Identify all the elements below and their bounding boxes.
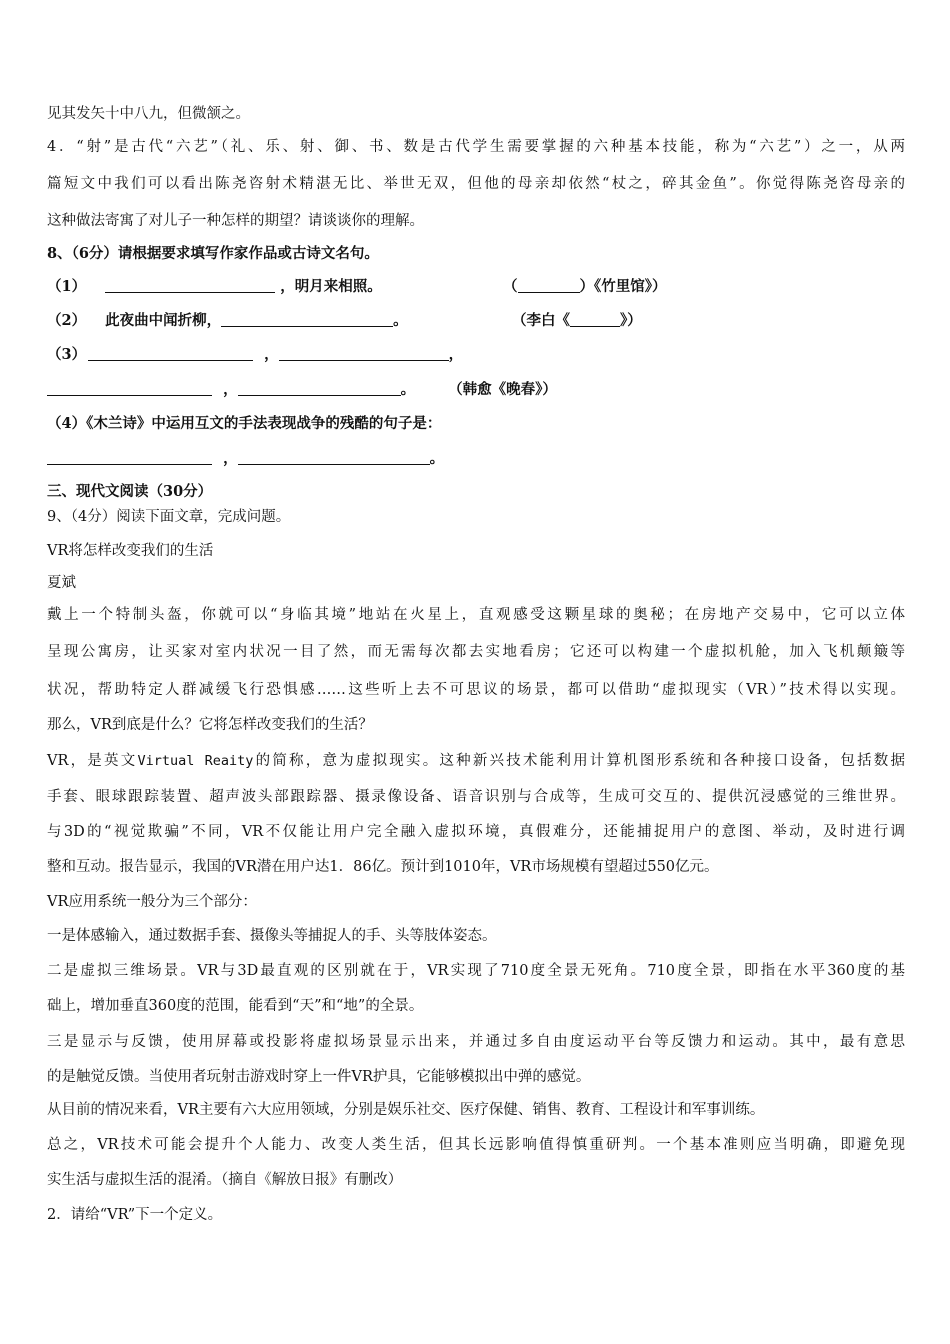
verse-text: 此夜曲中闻折柳， bbox=[105, 312, 222, 329]
answer-blank[interactable] bbox=[105, 278, 275, 293]
article-paragraph-line: 三是显示与反馈，使用屏幕或投影将虚拟场景显示出来，并通过多自由度运动平台等反馈力和运动。其中，最有意思 bbox=[47, 1034, 905, 1050]
article-paragraph-line: VR，是英文Virtual Reaity的简称，意为虚拟现实。这种新兴技术能利用计算机图形系统和各种接口设备，包括数据 bbox=[47, 753, 906, 769]
answer-blank[interactable] bbox=[518, 278, 580, 293]
article-paragraph-line: 一是体感输入，通过数据手套、摄像头等捕捉人的手、头等肢体姿态。 bbox=[47, 928, 497, 944]
section-3-title: 三、现代文阅读（30分） bbox=[47, 483, 213, 500]
question-2: 2．请给“VR”下一个定义。 bbox=[47, 1207, 223, 1223]
article-paragraph-line: 那么，VR到底是什么？它将怎样改变我们的生活？ bbox=[47, 717, 373, 733]
part-number: （1） bbox=[47, 278, 87, 295]
article-paragraph-line: 整和互动。报告显示，我国的VR潜在用户达1．86亿。预计到1010年，VR市场规模有望超过550亿元。 bbox=[47, 859, 719, 875]
article-paragraph-line: 实生活与虚拟生活的混淆。（摘自《解放日报》有删改） bbox=[47, 1172, 403, 1188]
article-paragraph-line: 总之，VR技术可能会提升个人能力、改变人类生活，但其长远影响值得慎重研判。一个基本准则应当明确，即避免现 bbox=[47, 1137, 905, 1153]
question-4-line-2: 篇短文中我们可以看出陈尧咨射术精湛无比、举世无双，但他的母亲却依然“杖之，碎其金鱼”。你觉得陈尧咨母亲的 bbox=[47, 176, 905, 192]
article-author: 夏斌 bbox=[47, 575, 76, 591]
article-paragraph-line: 与3D的“视觉欺骗”不同，VR不仅能让用户完全融入虚拟环境，真假难分，还能捕捉用户的意图、举动，及时进行调 bbox=[47, 824, 905, 840]
answer-blank[interactable] bbox=[47, 450, 212, 465]
article-paragraph-line: 呈现公寓房，让买家对室内状况一目了然，而无需每次都去实地看房；它还可以构建一个虚拟机舱，加入飞机颠簸等 bbox=[47, 644, 905, 660]
question-4-line-1: 4．“射”是古代“六艺”（礼、乐、射、御、书、数是古代学生需要掌握的六种基本技能，称为“六艺”）之一，从两 bbox=[47, 139, 905, 155]
question-8-header: 8、（6分）请根据要求填写作家作品或古诗文名句。 bbox=[47, 245, 379, 262]
question-8-part-3-line-2: ， 。 （韩愈《晚春》） bbox=[47, 380, 557, 400]
article-paragraph-line: 二是虚拟三维场景。VR与3D最直观的区别就在于，VR实现了710度全景无死角。710度全景，即指在水平360度的基 bbox=[47, 963, 905, 979]
part-number: （3） bbox=[47, 346, 87, 363]
part-number: （2） bbox=[47, 312, 87, 329]
article-paragraph-line: 础上，增加垂直360度的范围，能看到“天”和“地”的全景。 bbox=[47, 998, 424, 1014]
question-8-part-3-line-1: （3） ， ， bbox=[47, 346, 464, 363]
text-line: 见其发矢十中八九，但微颔之。 bbox=[47, 106, 250, 122]
source-text: （韩愈《晚春》） bbox=[448, 381, 557, 398]
question-8-part-1-source: （ ）《竹里馆》） bbox=[503, 278, 667, 295]
question-4-line-3: 这种做法寄寓了对儿子一种怎样的期望？请谈谈你的理解。 bbox=[47, 213, 424, 229]
answer-blank[interactable] bbox=[279, 346, 449, 361]
article-paragraph-line: 戴上一个特制头盔，你就可以“身临其境”地站在火星上，直观感受这颗星球的奥秘；在房地产交易中，它可以立体 bbox=[47, 607, 905, 623]
article-paragraph-line: 状况，帮助特定人群减缓飞行恐惧感……这些听上去不可思议的场景，都可以借助“虚拟现实（VR）”技术得以实现。 bbox=[47, 682, 905, 698]
question-8-part-2-source: （李白《 》） bbox=[512, 312, 642, 329]
question-8-part-4-answer: ， 。 bbox=[47, 449, 444, 469]
answer-blank[interactable] bbox=[570, 312, 620, 327]
article-paragraph-line: VR应用系统一般分为三个部分： bbox=[47, 894, 257, 910]
answer-blank[interactable] bbox=[221, 312, 393, 327]
article-paragraph-line: 手套、眼球跟踪装置、超声波头部跟踪器、摄录像设备、语音识别与合成等，生成可交互的、提供沉浸感觉的三维世界。 bbox=[47, 789, 905, 805]
answer-blank[interactable] bbox=[238, 381, 401, 396]
question-8-part-1 bbox=[47, 277, 382, 297]
question-8-part-2: （2） 此夜曲中闻折柳， 。 bbox=[47, 312, 408, 329]
question-9: 9、（4分）阅读下面文章，完成问题。 bbox=[47, 509, 291, 525]
answer-blank[interactable] bbox=[47, 381, 212, 396]
article-title: VR将怎样改变我们的生活 bbox=[47, 543, 214, 559]
article-paragraph-line: 从目前的情况来看，VR主要有六大应用领域，分别是娱乐社交、医疗保健、销售、教育、工程设计和军事训练。 bbox=[47, 1102, 765, 1118]
verse-text: ，明月来相照。 bbox=[280, 278, 382, 295]
article-paragraph-line: 的是触觉反馈。当使用者玩射击游戏时穿上一件VR护具，它能够模拟出中弹的感觉。 bbox=[47, 1069, 591, 1085]
answer-blank[interactable] bbox=[88, 346, 253, 361]
question-8-part-4: （4）《木兰诗》中运用互文的手法表现战争的残酷的句子是： bbox=[47, 415, 442, 432]
answer-blank[interactable] bbox=[238, 450, 430, 465]
